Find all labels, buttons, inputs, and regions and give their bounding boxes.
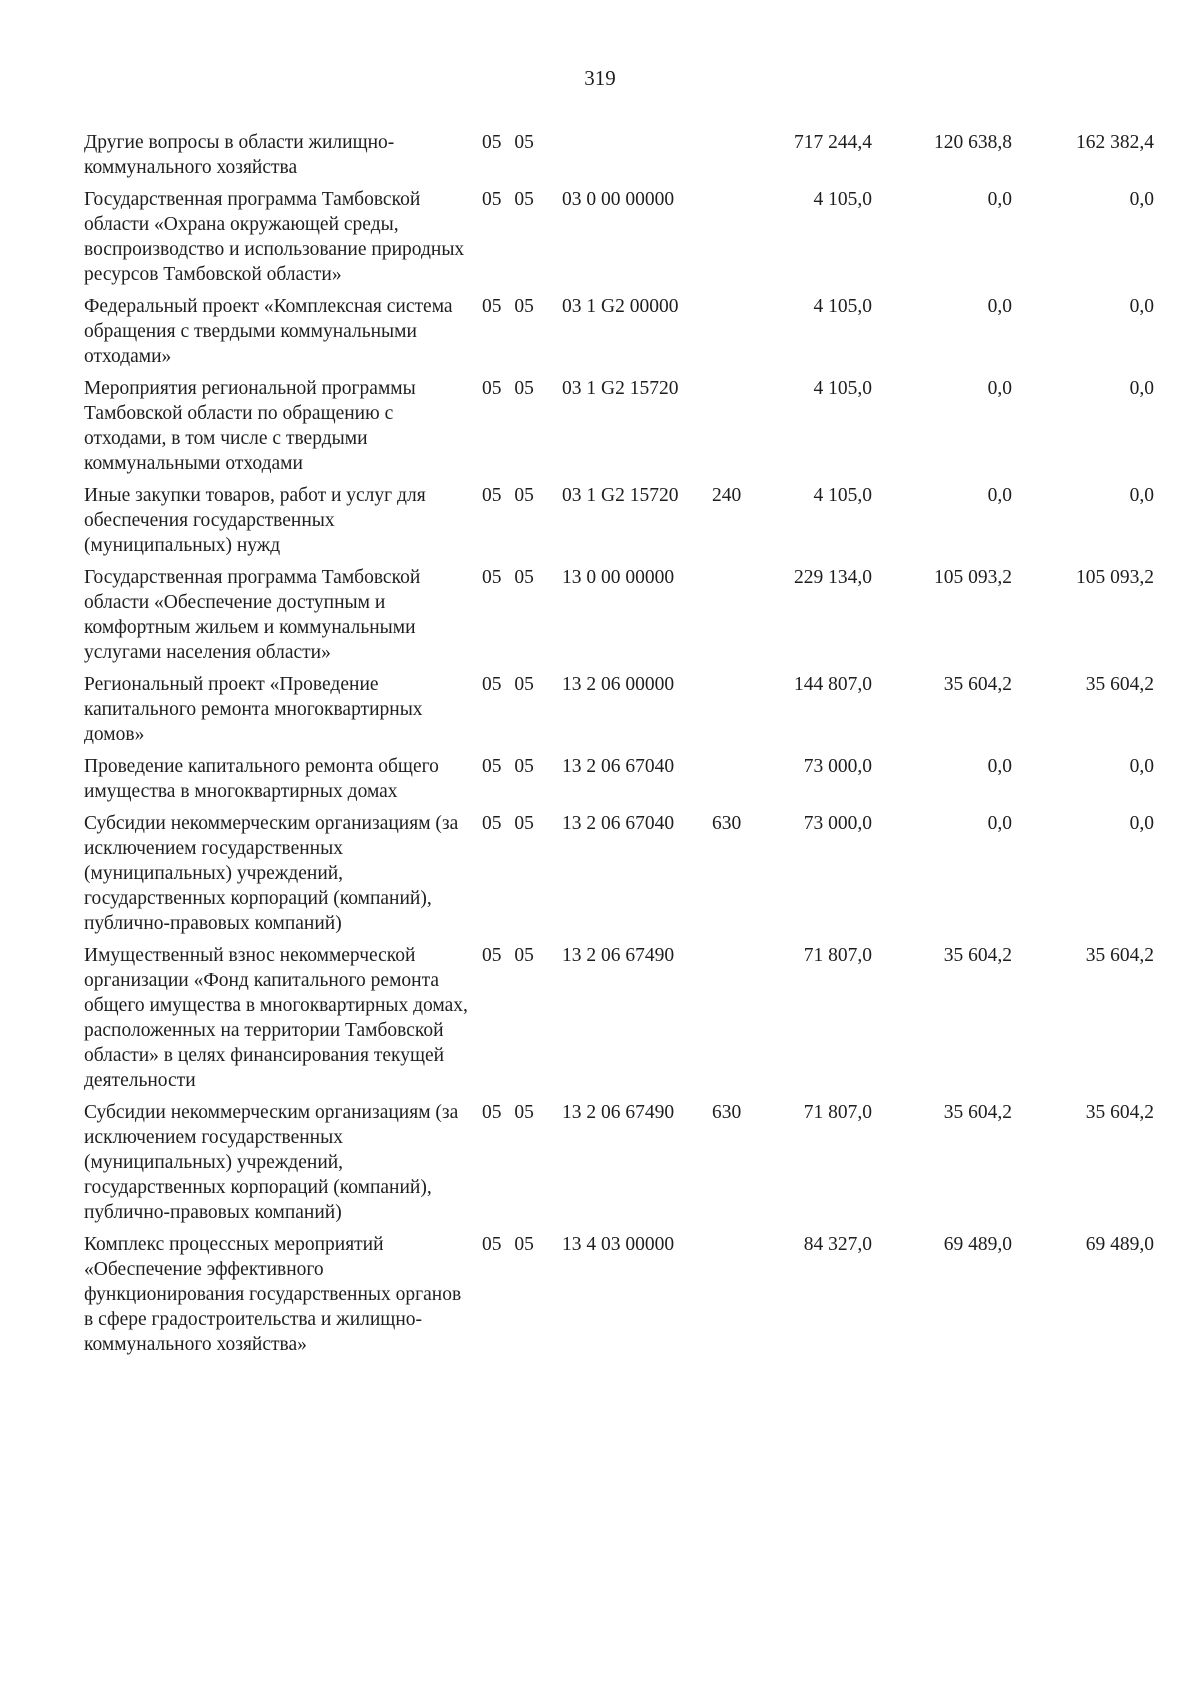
amount-year-3: 0,0 [1129, 378, 1154, 399]
amount-year-2: 35 604,2 [943, 945, 1012, 966]
amount-year-1: 144 807,0 [794, 674, 872, 695]
table-row [84, 565, 1164, 665]
amount-year-3: 35 604,2 [1085, 674, 1154, 695]
section-code: 05 05 [482, 378, 534, 399]
target-article-code: 13 2 06 67490 [562, 945, 675, 966]
item-name: Субсидии некоммерческим организациям (за исключением государственных (муниципальных) учреждений, государственных корпораций (компаний), публично-правовых компаний) [84, 813, 459, 934]
section-code: 05 05 [482, 756, 534, 777]
target-article-code: 13 4 03 00000 [562, 1234, 675, 1255]
target-article-code: 13 2 06 67040 [562, 813, 675, 834]
amount-year-1: 229 134,0 [794, 567, 872, 588]
target-article-code: 13 2 06 67040 [562, 756, 675, 777]
target-article-code: 03 0 00 00000 [562, 189, 675, 210]
amount-year-2: 0,0 [987, 378, 1012, 399]
amount-year-3: 105 093,2 [1076, 567, 1154, 588]
amount-year-3: 0,0 [1129, 189, 1154, 210]
amount-year-1: 71 807,0 [803, 1102, 872, 1123]
amount-year-3: 0,0 [1129, 485, 1154, 506]
item-name: Государственная программа Тамбовской области «Охрана окружающей среды, воспроизводство и использование природных ресурсов Тамбовской области» [84, 189, 465, 285]
amount-year-2: 120 638,8 [934, 132, 1012, 153]
expense-type-code: 240 [712, 485, 742, 506]
section-code: 05 05 [482, 674, 534, 695]
item-name: Проведение капитального ремонта общего имущества в многоквартирных домах [84, 756, 439, 802]
amount-year-1: 4 105,0 [813, 485, 872, 506]
item-name: Иные закупки товаров, работ и услуг для обеспечения государственных (муниципальных) нужд [84, 485, 426, 556]
amount-year-1: 73 000,0 [803, 756, 872, 777]
amount-year-1: 4 105,0 [813, 189, 872, 210]
section-code: 05 05 [482, 132, 534, 153]
target-article-code: 13 0 00 00000 [562, 567, 675, 588]
table-row [84, 943, 1164, 1093]
amount-year-3: 0,0 [1129, 756, 1154, 777]
amount-year-1: 4 105,0 [813, 378, 872, 399]
target-article-code: 03 1 G2 00000 [562, 296, 679, 317]
table-row [84, 1100, 1164, 1225]
amount-year-3: 162 382,4 [1076, 132, 1154, 153]
item-name: Мероприятия региональной программы Тамбовской области по обращению с отходами, в том числе с твердыми коммунальными отходами [84, 378, 416, 474]
item-name: Государственная программа Тамбовской области «Обеспечение доступным и комфортным жильем и коммунальными услугами населения области» [84, 567, 421, 663]
amount-year-2: 0,0 [987, 189, 1012, 210]
page-number: 319 [584, 66, 616, 90]
expense-type-code: 630 [712, 813, 742, 834]
target-article-code: 13 2 06 67490 [562, 1102, 675, 1123]
item-name: Федеральный проект «Комплексная система обращения с твердыми коммунальными отходами» [84, 296, 453, 367]
table-row [84, 376, 1164, 476]
section-code: 05 05 [482, 567, 534, 588]
amount-year-2: 0,0 [987, 296, 1012, 317]
budget-table [84, 130, 1164, 1364]
amount-year-1: 73 000,0 [803, 813, 872, 834]
table-row [84, 811, 1164, 936]
target-article-code: 13 2 06 00000 [562, 674, 675, 695]
item-name: Субсидии некоммерческим организациям (за исключением государственных (муниципальных) учреждений, государственных корпораций (компаний), публично-правовых компаний) [84, 1102, 459, 1223]
table-row [84, 187, 1164, 287]
amount-year-2: 69 489,0 [943, 1234, 1012, 1255]
table-row [84, 672, 1164, 747]
item-name: Другие вопросы в области жилищно-коммунального хозяйства [84, 132, 395, 178]
amount-year-3: 0,0 [1129, 296, 1154, 317]
section-code: 05 05 [482, 189, 534, 210]
table-row [84, 483, 1164, 558]
amount-year-1: 84 327,0 [803, 1234, 872, 1255]
section-code: 05 05 [482, 296, 534, 317]
table-row [84, 1232, 1164, 1357]
target-article-code: 03 1 G2 15720 [562, 485, 679, 506]
section-code: 05 05 [482, 1102, 534, 1123]
amount-year-2: 0,0 [987, 813, 1012, 834]
amount-year-3: 69 489,0 [1085, 1234, 1154, 1255]
amount-year-2: 35 604,2 [943, 674, 1012, 695]
expense-type-code: 630 [712, 1102, 742, 1123]
amount-year-2: 0,0 [987, 485, 1012, 506]
amount-year-3: 35 604,2 [1085, 945, 1154, 966]
table-row [84, 754, 1164, 804]
table-row [84, 294, 1164, 369]
table-row [84, 130, 1164, 180]
amount-year-1: 717 244,4 [794, 132, 872, 153]
amount-year-1: 71 807,0 [803, 945, 872, 966]
target-article-code: 03 1 G2 15720 [562, 378, 679, 399]
section-code: 05 05 [482, 485, 534, 506]
amount-year-2: 35 604,2 [943, 1102, 1012, 1123]
amount-year-1: 4 105,0 [813, 296, 872, 317]
item-name: Комплекс процессных мероприятий «Обеспечение эффективного функционирования государственных органов в сфере градостроительства и жилищно-коммунального хозяйства» [84, 1234, 462, 1355]
amount-year-3: 0,0 [1129, 813, 1154, 834]
amount-year-3: 35 604,2 [1085, 1102, 1154, 1123]
amount-year-2: 0,0 [987, 756, 1012, 777]
amount-year-2: 105 093,2 [934, 567, 1012, 588]
item-name: Имущественный взнос некоммерческой организации «Фонд капитального ремонта общего имущества в многоквартирных домах, расположенных на территории Тамбовской области» в целях финансирования текущей деятельности [84, 945, 468, 1091]
section-code: 05 05 [482, 1234, 534, 1255]
section-code: 05 05 [482, 813, 534, 834]
section-code: 05 05 [482, 945, 534, 966]
item-name: Региональный проект «Проведение капитального ремонта многоквартирных домов» [84, 674, 423, 745]
